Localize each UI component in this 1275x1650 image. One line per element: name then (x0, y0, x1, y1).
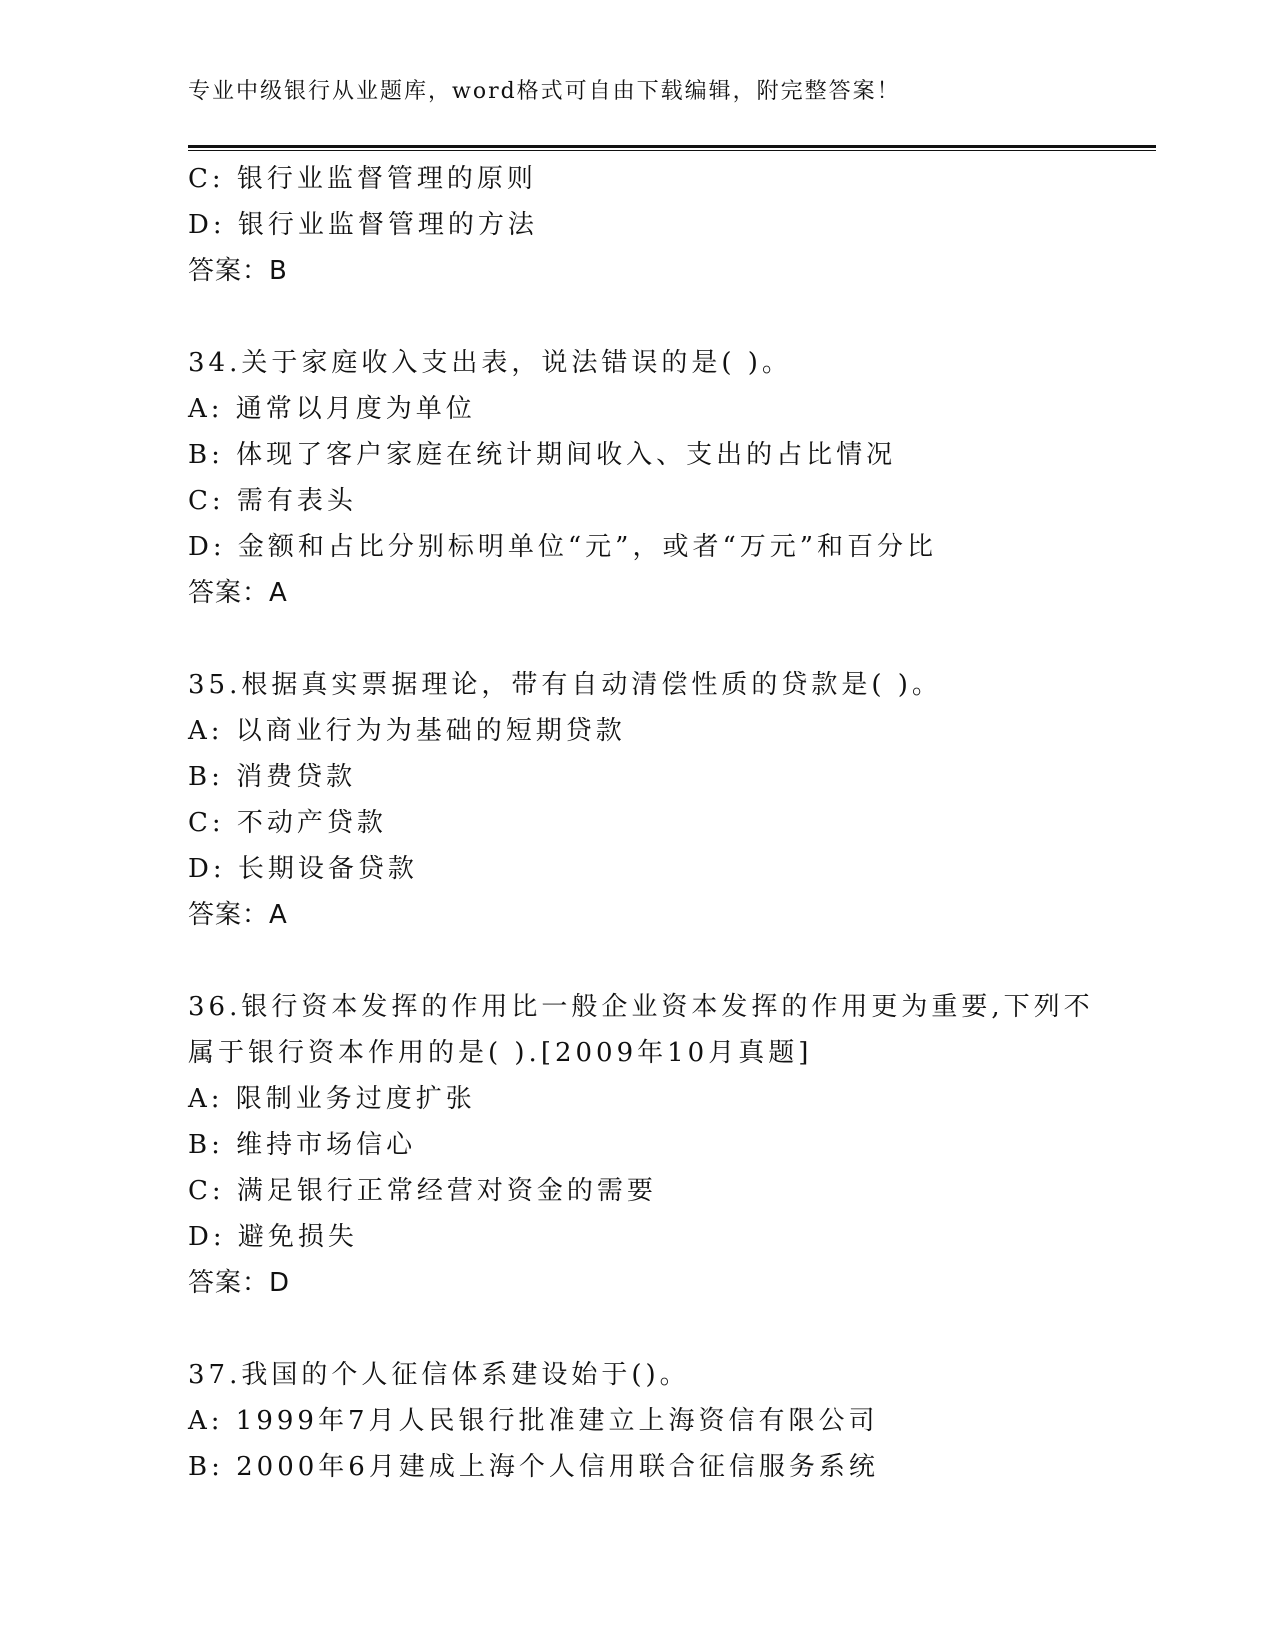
option-d: D: 银行业监督管理的方法 (188, 210, 538, 240)
option-d: D: 金额和占比分别标明单位“元”，或者“万元”和百分比 (188, 532, 938, 562)
answer-line: 答案：B (188, 256, 288, 286)
option-b: B: 2000年6月建成上海个人信用联合征信服务系统 (188, 1452, 879, 1482)
page-header: 专业中级银行从业题库，word格式可自由下载编辑，附完整答案！ (188, 79, 901, 104)
option-c: C: 不动产贷款 (188, 808, 387, 838)
header-rule-thick (188, 145, 1156, 148)
answer-line: 答案：A (188, 578, 288, 608)
question-36 (188, 984, 1156, 1306)
option-b: B: 维持市场信心 (188, 1130, 417, 1160)
option-d: D: 长期设备贷款 (188, 854, 418, 884)
spacer (188, 938, 1156, 984)
question-stem: 37.我国的个人征信体系建设始于()。 (188, 1360, 690, 1390)
question-stem-line-1: 36.银行资本发挥的作用比一般企业资本发挥的作用更为重要,下列不 (188, 992, 1094, 1022)
question-stem: 35.根据真实票据理论，带有自动清偿性质的贷款是( )。 (188, 670, 942, 700)
spacer (188, 294, 1156, 340)
header-rule-thin (188, 150, 1156, 151)
option-a: A: 限制业务过度扩张 (188, 1084, 476, 1114)
spacer (188, 1306, 1156, 1352)
question-body (188, 156, 1156, 1490)
option-b: B: 体现了客户家庭在统计期间收入、支出的占比情况 (188, 440, 897, 470)
option-a: A: 1999年7月人民银行批准建立上海资信有限公司 (188, 1406, 879, 1436)
spacer (188, 616, 1156, 662)
question-34 (188, 340, 1156, 616)
answer-line: 答案：A (188, 900, 288, 930)
option-b: B: 消费贷款 (188, 762, 357, 792)
question-stem: 34.关于家庭收入支出表，说法错误的是( )。 (188, 348, 792, 378)
answer-line: 答案：D (188, 1268, 291, 1298)
option-c: C: 满足银行正常经营对资金的需要 (188, 1176, 657, 1206)
option-c: C: 需有表头 (188, 486, 357, 516)
option-d: D: 避免损失 (188, 1222, 358, 1252)
question-33-continued (188, 156, 1156, 294)
question-stem-line-2: 属于银行资本作用的是( ).[2009年10月真题] (188, 1038, 813, 1068)
question-37 (188, 1352, 1156, 1490)
question-35 (188, 662, 1156, 938)
option-a: A: 通常以月度为单位 (188, 394, 476, 424)
option-a: A: 以商业行为为基础的短期贷款 (188, 716, 626, 746)
option-c: C: 银行业监督管理的原则 (188, 164, 537, 194)
